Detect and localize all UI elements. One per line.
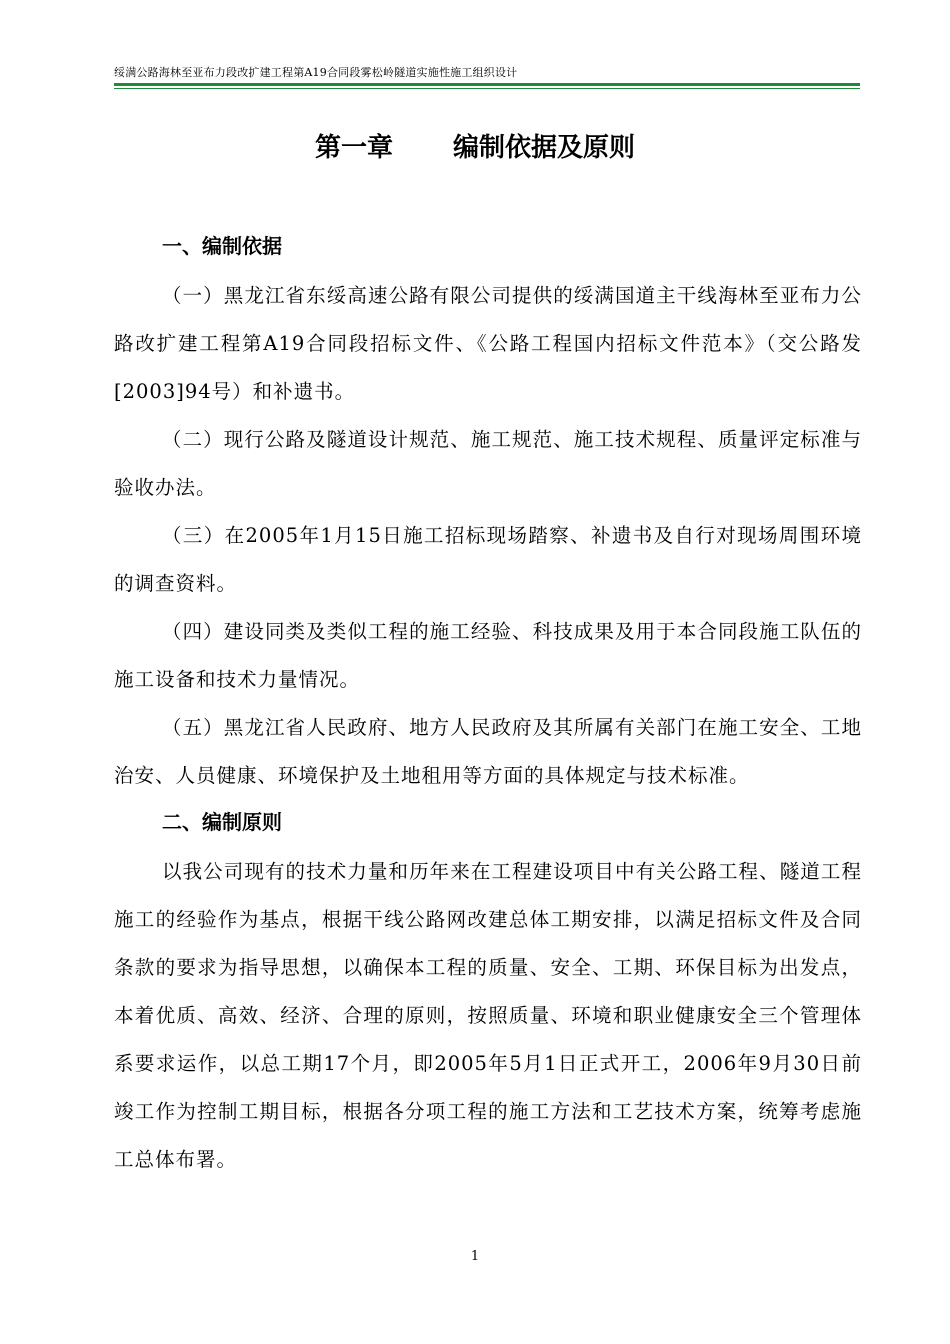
- section-heading-basis: 一、编制依据: [162, 234, 282, 258]
- basis-item-2: （二）现行公路及隧道设计规范、施工规范、施工技术规程、质量评定标准与验收办法。: [114, 428, 862, 499]
- running-header: 绥满公路海林至亚布力段改扩建工程第A19合同段雾松岭隧道实施性施工组织设计: [114, 66, 518, 79]
- page-number: 1: [470, 1249, 480, 1264]
- chapter-title: [0, 130, 950, 166]
- basis-item-4: （四）建设同类及类似工程的施工经验、科技成果及用于本合同段施工队伍的施工设备和技术力量情况。: [114, 620, 862, 691]
- header-rule-thin: [114, 88, 860, 89]
- header-rule: [114, 83, 860, 86]
- section-heading-principles: 二、编制原则: [162, 810, 282, 834]
- chapter-number: 第一章: [314, 133, 393, 163]
- basis-item-5: （五）黑龙江省人民政府、地方人民政府及其所属有关部门在施工安全、工地治安、人员健康、环境保护及土地租用等方面的具体规定与技术标准。: [114, 716, 862, 787]
- basis-item-3: （三）在2005年1月15日施工招标现场踏察、补遗书及自行对现场周围环境的调查资料。: [114, 524, 862, 595]
- principles-body: 以我公司现有的技术力量和历年来在工程建设项目中有关公路工程、隧道工程施工的经验作为基点，根据干线公路网改建总体工期安排，以满足招标文件及合同条款的要求为指导思想，以确保本工程的质量、安全、工期、环保目标为出发点，本着优质、高效、经济、合理的原则，按照质量、环境和职业健康安全三个管理体系要求运作，以总工期17个月，即2005年5月1日正式开工，2006年9月30日前竣工作为控制工期目标，根据各分项工程的施工方法和工艺技术方案，统筹考虑施工总体布署。: [114, 860, 862, 1171]
- basis-item-1: （一）黑龙江省东绥高速公路有限公司提供的绥满国道主干线海林至亚布力公路改扩建工程第A19合同段招标文件、《公路工程国内招标文件范本》（交公路发[2003]94号）和补遗书。: [114, 284, 862, 403]
- chapter-name: 编制依据及原则: [453, 133, 636, 163]
